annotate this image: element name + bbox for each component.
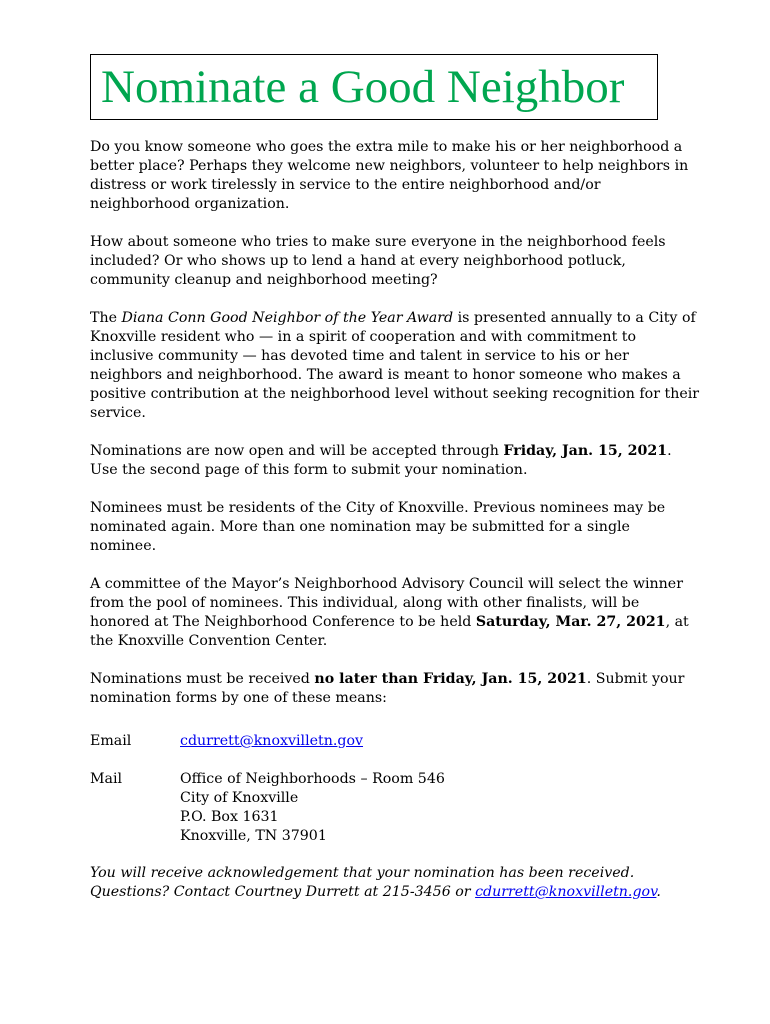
- email-label: Email: [90, 733, 132, 749]
- title-box: [90, 54, 658, 120]
- questions-text: Questions? Contact Courtney Durrett at 215-3456 or: [90, 884, 476, 900]
- address-line-city: City of Knoxville: [180, 790, 299, 806]
- mail-label: Mail: [90, 771, 123, 787]
- body-text: [90, 138, 700, 727]
- intro-paragraph: Do you know someone who goes the extra mile to make his or her neighborhood a better place? Perhaps they welcome new neighbors, volunteer to help neighbors in distress or work tirelessly in service to the entire neighborhood and/or neighborhood organization.: [90, 139, 689, 212]
- mailing-address: [180, 770, 445, 846]
- inclusion-paragraph: How about someone who tries to make sure everyone in the neighborhood feels included? Or who shows up to lend a hand at every neighborhood potluck, community cleanup and neighborhood meeting?: [90, 234, 666, 288]
- conference-date: Saturday, Mar. 27, 2021: [475, 614, 666, 630]
- questions-line: [90, 883, 710, 902]
- address-line-zip: Knoxville, TN 37901: [180, 828, 327, 844]
- nominations-open-paragraph: [90, 442, 700, 480]
- award-text-pre: The: [90, 310, 122, 326]
- submission-post: . Submit your nomination forms by one of these means:: [90, 671, 685, 706]
- award-paragraph: [90, 309, 700, 423]
- questions-end: .: [656, 884, 661, 900]
- address-line-pobox: P.O. Box 1631: [180, 809, 279, 825]
- nominations-deadline-date: Friday, Jan. 15, 2021: [503, 443, 668, 459]
- footer-note: [90, 864, 710, 902]
- submission-deadline: no later than Friday, Jan. 15, 2021: [314, 671, 587, 687]
- address-line-office: Office of Neighborhoods – Room 546: [180, 771, 445, 787]
- footer-email-link[interactable]: cdurrett@knoxvilletn.gov: [475, 884, 657, 900]
- committee-pre: A committee of the Mayor’s Neighborhood Advisory Council will select the winner from the pool of nominees. This individual, along with other finalists, will be honored at The Neighborhood Conference to be held: [90, 576, 683, 630]
- email-link[interactable]: cdurrett@knoxvilletn.gov: [180, 733, 364, 749]
- award-text-post: is presented annually to a City of Knoxville resident who — in a spirit of cooperation and with commitment to inclusive community — has devoted time and talent in service to his or her neighbors and neighborhood. The award is meant to honor someone who makes a positive contribution at the neighborhood level without seeking recognition for their service.: [90, 310, 700, 421]
- eligibility-paragraph: Nominees must be residents of the City of Knoxville. Previous nominees may be nominated again. More than one nomination may be submitted for a single nominee.: [90, 500, 666, 554]
- page-title: Nominate a Good Neighbor: [101, 61, 625, 113]
- submission-paragraph: [90, 670, 700, 708]
- committee-post: , at the Knoxville Convention Center.: [90, 614, 689, 649]
- nominations-open-pre: Nominations are now open and will be accepted through: [90, 443, 504, 459]
- nominations-open-post: . Use the second page of this form to submit your nomination.: [90, 443, 672, 478]
- award-name: Diana Conn Good Neighbor of the Year Award: [121, 310, 454, 326]
- submission-pre: Nominations must be received: [90, 671, 315, 687]
- committee-paragraph: [90, 575, 700, 651]
- acknowledgement-line: You will receive acknowledgement that your nomination has been received.: [90, 865, 635, 881]
